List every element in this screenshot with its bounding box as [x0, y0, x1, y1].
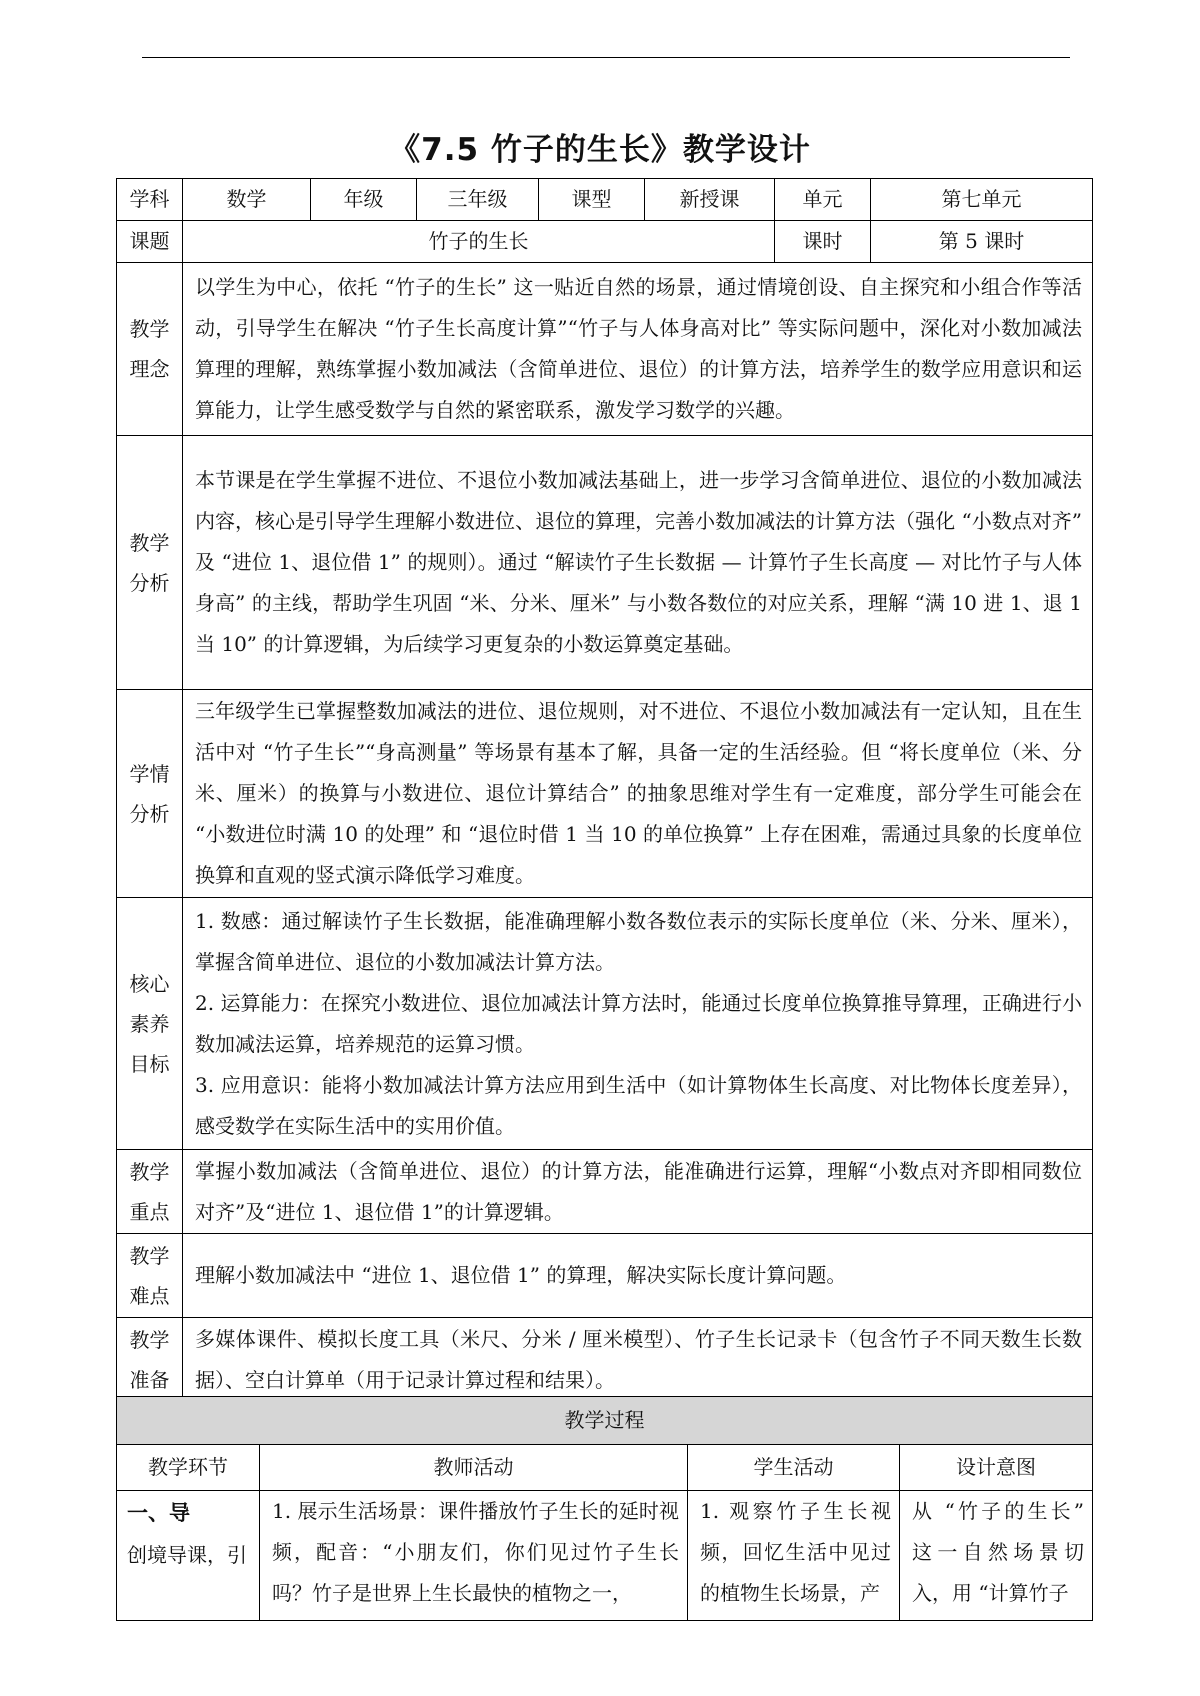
goal-item-3: 3. 应用意识：能将小数加减法计算方法应用到生活中（如计算物体生长高度、对比物体长度差异），感受数学在实际生活中的实用价值。	[195, 1072, 1082, 1138]
info-row-1	[117, 179, 1093, 221]
unit-label: 单元	[775, 179, 871, 221]
stage-cell	[117, 1491, 260, 1621]
goals-row	[117, 898, 1093, 1150]
info-row-2	[117, 221, 1093, 263]
difficulties-row	[117, 1234, 1093, 1318]
subject-value: 数学	[183, 179, 311, 221]
design-intent: 从 “竹子的生长” 这一自然场景切入，用 “计算竹子	[900, 1491, 1093, 1621]
type-label: 课型	[539, 179, 645, 221]
philosophy-row	[117, 263, 1093, 436]
stage-title: 一、导	[127, 1500, 190, 1525]
type-value: 新授课	[645, 179, 775, 221]
topic-label: 课题	[117, 221, 183, 263]
goals-text	[183, 898, 1093, 1150]
stage-subtitle: 创境导课，引	[127, 1543, 247, 1567]
goal-item-1: 1. 数感：通过解读竹子生长数据，能准确理解小数各数位表示的实际长度单位（米、分米、厘米），掌握含简单进位、退位的小数加减法计算方法。	[195, 908, 1082, 974]
key-points-text: 掌握小数加减法（含简单进位、退位）的计算方法，能准确进行运算，理解“小数点对齐即相同数位对齐”及“进位 1、退位借 1”的计算逻辑。	[183, 1150, 1093, 1234]
difficulties-text: 理解小数加减法中 “进位 1、退位借 1” 的算理，解决实际长度计算问题。	[183, 1234, 1093, 1318]
philosophy-label: 教学 理念	[117, 263, 183, 436]
grade-label: 年级	[311, 179, 417, 221]
process-title-row	[117, 1397, 1093, 1445]
process-title: 教学过程	[117, 1397, 1093, 1445]
header-intent: 设计意图	[900, 1445, 1093, 1491]
analysis-label: 教学 分析	[117, 436, 183, 690]
header-student: 学生活动	[688, 1445, 900, 1491]
preparation-text: 多媒体课件、模拟长度工具（米尺、分米 / 厘米模型）、竹子生长记录卡（包含竹子不同天数生长数据）、空白计算单（用于记录计算过程和结果）。	[183, 1318, 1093, 1402]
teacher-activity: 1. 展示生活场景：课件播放竹子生长的延时视频，配音：“小朋友们，你们见过竹子生长吗？竹子是世界上生长最快的植物之一，	[260, 1491, 688, 1621]
learners-text: 三年级学生已掌握整数加减法的进位、退位规则，对不进位、不退位小数加减法有一定认知，且在生活中对 “竹子生长”“身高测量” 等场景有基本了解，具备一定的生活经验。但 “将长度单位（米、分米、厘米）的换算与小数进位、退位计算结合” 的抽象思维对学生有一定难度，部分学生可能会在 “小数进位时满 10 的处理” 和 “退位时借 1 当 10 的单位换算” 上存在困难，需通过具象的长度单位换算和直观的竖式演示降低学习难度。	[183, 690, 1093, 898]
process-header-row	[117, 1445, 1093, 1491]
subject-label: 学科	[117, 179, 183, 221]
goals-label: 核心 素养 目标	[117, 898, 183, 1150]
preparation-label: 教学 准备	[117, 1318, 183, 1402]
student-activity: 1. 观察竹子生长视频，回忆生活中见过的植物生长场景，产	[688, 1491, 900, 1621]
key-points-row	[117, 1150, 1093, 1234]
lesson-info-table	[116, 178, 1093, 1402]
topic-value: 竹子的生长	[183, 221, 775, 263]
difficulties-label: 教学 难点	[117, 1234, 183, 1318]
header-teacher: 教师活动	[260, 1445, 688, 1491]
header-rule	[142, 57, 1070, 58]
period-value: 第 5 课时	[871, 221, 1093, 263]
goal-item-2: 2. 运算能力：在探究小数进位、退位加减法计算方法时，能通过长度单位换算推导算理，正确进行小数加减法运算，培养规范的运算习惯。	[195, 990, 1082, 1056]
unit-value: 第七单元	[871, 179, 1093, 221]
teaching-process-table	[116, 1396, 1093, 1621]
learners-label: 学情 分析	[117, 690, 183, 898]
philosophy-text: 以学生为中心，依托 “竹子的生长” 这一贴近自然的场景，通过情境创设、自主探究和小组合作等活动，引导学生在解决 “竹子生长高度计算”“竹子与人体身高对比” 等实际问题中，深化对小数加减法算理的理解，熟练掌握小数加减法（含简单进位、退位）的计算方法，培养学生的数学应用意识和运算能力，让学生感受数学与自然的紧密联系，激发学习数学的兴趣。	[183, 263, 1093, 436]
grade-value: 三年级	[417, 179, 539, 221]
period-label: 课时	[775, 221, 871, 263]
learners-row	[117, 690, 1093, 898]
preparation-row	[117, 1318, 1093, 1402]
page-title: 《7.5 竹子的生长》教学设计	[389, 132, 811, 168]
process-row-1	[117, 1491, 1093, 1621]
analysis-row	[117, 436, 1093, 690]
header-stage: 教学环节	[117, 1445, 260, 1491]
key-points-label: 教学 重点	[117, 1150, 183, 1234]
analysis-text: 本节课是在学生掌握不进位、不退位小数加减法基础上，进一步学习含简单进位、退位的小数加减法内容，核心是引导学生理解小数进位、退位的算理，完善小数加减法的计算方法（强化 “小数点对齐” 及 “进位 1、退位借 1” 的规则）。通过 “解读竹子生长数据 — 计算竹子生长高度 — 对比竹子与人体身高” 的主线，帮助学生巩固 “米、分米、厘米” 与小数各数位的对应关系，理解 “满 10 进 1、退 1 当 10” 的计算逻辑，为后续学习更复杂的小数运算奠定基础。	[183, 436, 1093, 690]
